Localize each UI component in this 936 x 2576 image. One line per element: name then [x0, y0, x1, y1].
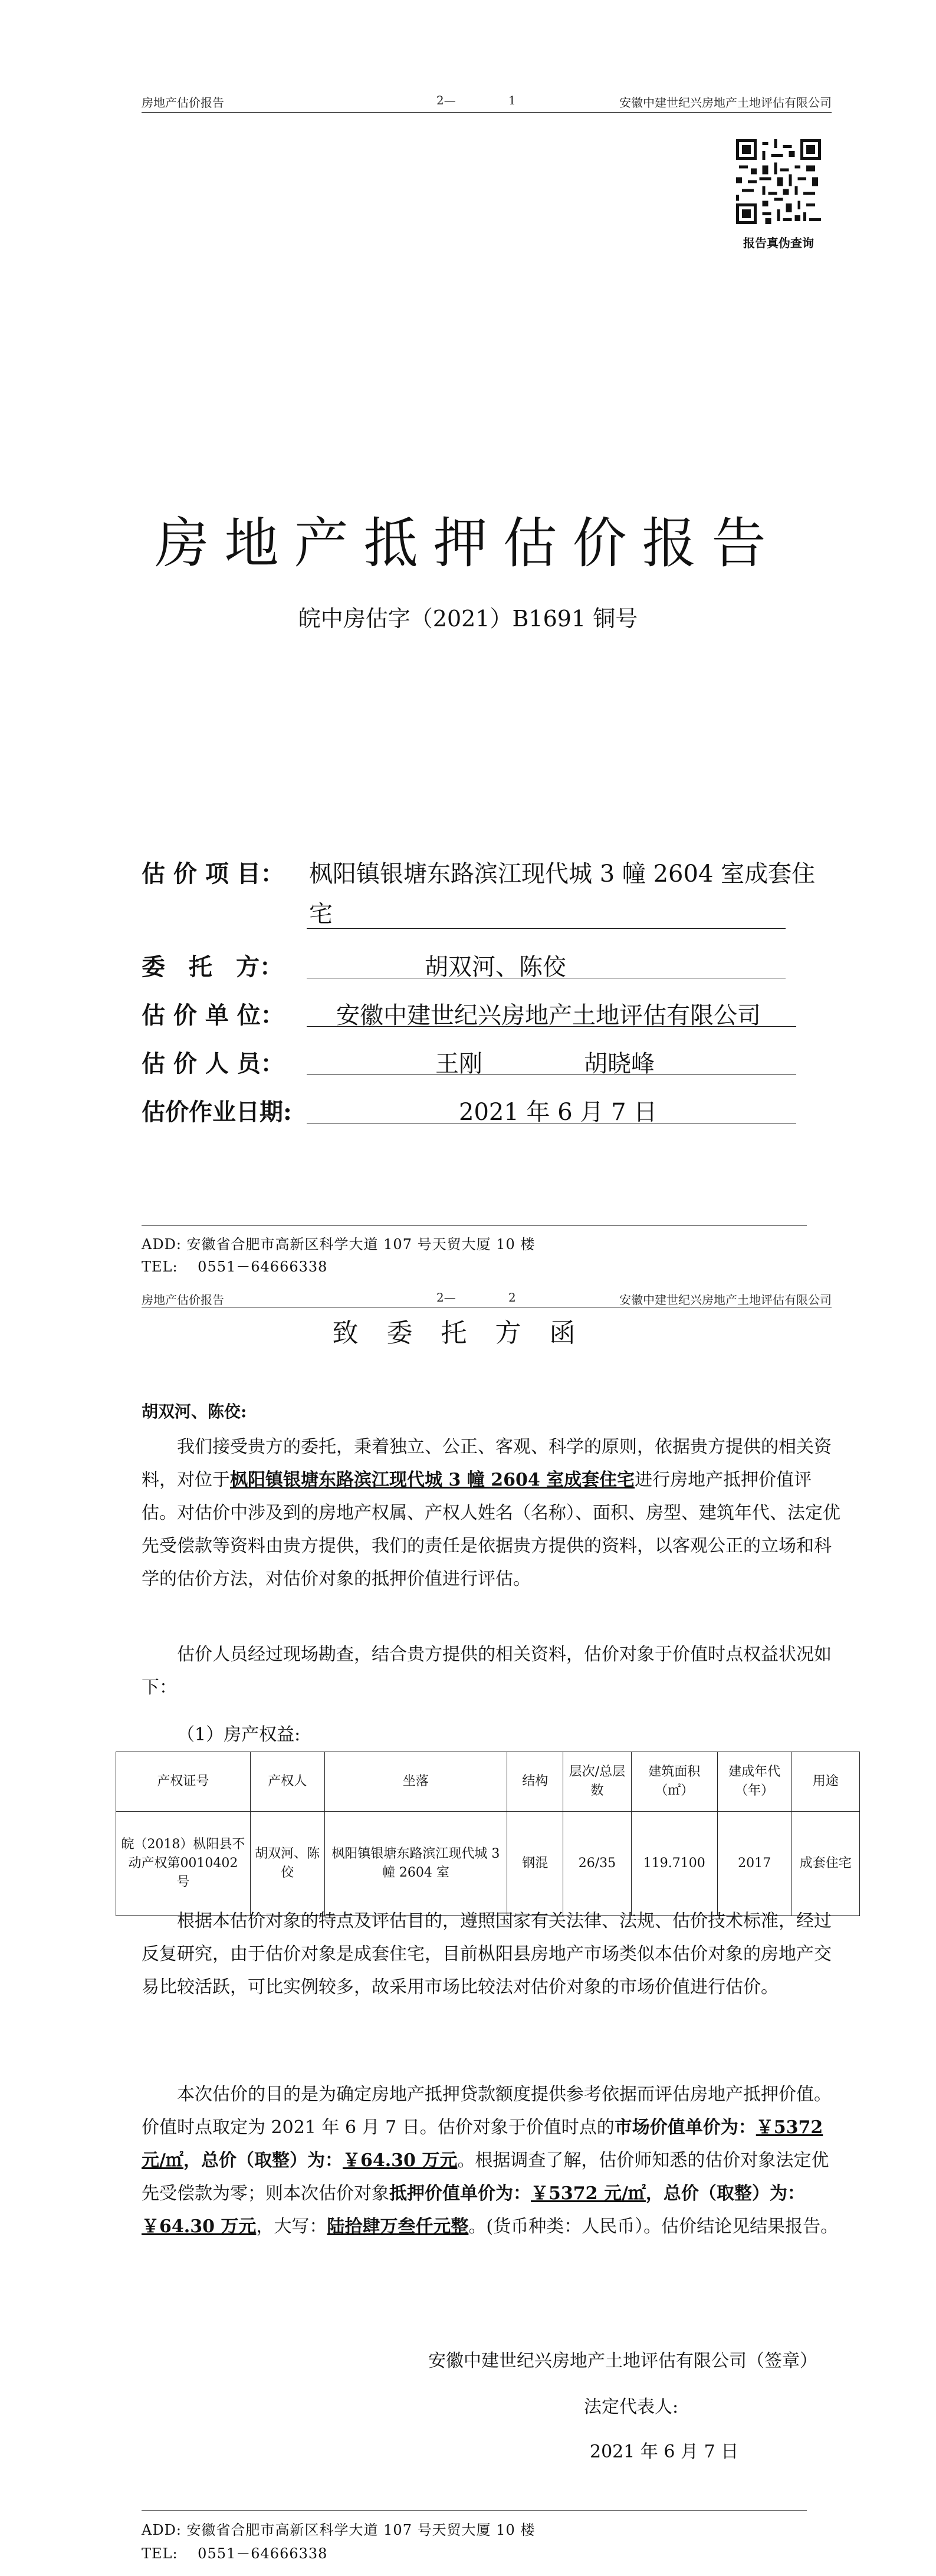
field-label-date: 估价作业日期: [142, 1098, 292, 1126]
footer-rule [142, 2510, 807, 2511]
field-label-client: 委 托 方： [142, 953, 283, 981]
p4-bold-3: 抵押价值单价为： [389, 2183, 531, 2204]
p1-text-a: 我们接受贵方的委托，秉着独立、公正、客观、科学的原则，依据贵方提供的相关资料，对位于 [142, 1437, 832, 1490]
paragraph-3: 根据本估价对象的特点及评估目的，遵照国家有关法律、法规、估价技术标准，经过反复研究，由于估价对象是成套住宅，目前枞阳县房地产市场类似本估价对象的房地产交易比较活跃，可比实例较多，故采用市场比较法对估价对象的市场价值进行估价。 [142, 1911, 832, 1997]
table-header-row [116, 1752, 860, 1812]
paragraph-2: 估价人员经过现场勘查，结合贵方提供的相关资料，估价对象于价值时点权益状况如下： [142, 1644, 832, 1698]
footer-address: ADD: 安徽省合肥市高新区科学大道 107 号天贸大厦 10 楼 [142, 2522, 536, 2538]
field-value-appraiser-1: 王刚 [435, 1050, 482, 1077]
table-cell: 2017 [717, 1812, 792, 1916]
table-cell: 皖（2018）枞阳县不动产权第0010402 号 [116, 1812, 251, 1916]
table-cell: 枫阳镇银塘东路滨江现代城 3 幢 2604 室 [324, 1812, 507, 1916]
table-cell: 119.7100 [631, 1812, 717, 1916]
header-rule [142, 112, 832, 113]
field-value-project-cont: 宅 [309, 901, 333, 928]
header-page-prefix: 2— [436, 93, 456, 107]
footer-tel: TEL: 0551－64666338 [142, 1259, 328, 1275]
sub-heading: （1）房产权益: [177, 1724, 301, 1745]
footer-tel: TEL: 0551－64666338 [142, 2545, 328, 2562]
header-right: 安徽中建世纪兴房地产土地评估有限公司 [619, 1293, 832, 1307]
col-header: 建成年代（年） [717, 1752, 792, 1812]
field-label-project: 估 价 项 目： [142, 860, 284, 888]
p1-address: 枫阳镇银塘东路滨江现代城 3 幢 2604 室成套住宅 [230, 1470, 635, 1490]
header-left: 房地产估价报告 [142, 1293, 224, 1307]
field-value-project: 枫阳镇银塘东路滨江现代城 3 幢 2604 室成套住 [309, 860, 816, 888]
p4-bold-4: ，总价（取整）为： [645, 2183, 805, 2204]
table-cell: 成套住宅 [792, 1812, 860, 1916]
signature-company: 安徽中建世纪兴房地产土地评估有限公司（签章） [428, 2351, 817, 2371]
signature-rep: 法定代表人: [584, 2397, 679, 2417]
field-label-appraiser-unit: 估 价 单 位： [142, 1001, 284, 1029]
p4-text-4: 。(货币种类：人民币）。估价结论见结果报告。 [468, 2216, 839, 2237]
col-header: 建筑面积（㎡） [631, 1752, 717, 1812]
market-unit-price: ￥5372 元/㎡ [142, 2117, 823, 2171]
field-value-appraiser-2: 胡晓峰 [584, 1050, 655, 1077]
header-page-number: 1 [508, 93, 516, 107]
underline [307, 1026, 796, 1027]
footer-address: ADD: 安徽省合肥市高新区科学大道 107 号天贸大厦 10 楼 [142, 1236, 536, 1253]
paragraph-1 [142, 1431, 843, 1596]
salutation: 胡双河、陈佼: [142, 1402, 247, 1421]
p4-bold-2: ，总价（取整）为： [183, 2150, 343, 2171]
table-row [116, 1812, 860, 1916]
header-left: 房地产估价报告 [142, 96, 224, 110]
qr-label: 报告真伪查询 [743, 236, 814, 250]
mortgage-unit-price: ￥5372 元/㎡ [531, 2183, 646, 2204]
p4-text-1: 本次估价的目的是为确定房地产抵押贷款额度提供参考依据而评估房地产抵押价值。价值时点取定为 2021 年 6 月 7 日。估价对象于价值时点的 [142, 2084, 832, 2138]
signature-date: 2021 年 6 月 7 日 [590, 2442, 739, 2462]
field-value-date: 2021 年 6 月 7 日 [459, 1099, 658, 1126]
report-number: 皖中房估字（2021）B1691 铜号 [298, 606, 638, 632]
col-header: 用途 [792, 1752, 860, 1812]
p4-text-2: 。根据调查了解，估价师知悉的估价对象法定优先受偿款为零；则本次估价对象 [142, 2150, 829, 2204]
market-total-price: ￥64.30 万元 [342, 2150, 458, 2171]
header-page-number: 2 [508, 1290, 516, 1305]
header-page-prefix: 2— [436, 1290, 456, 1305]
field-value-client: 胡双河、陈佼 [425, 954, 566, 981]
col-header: 产权人 [250, 1752, 324, 1812]
letter-page [0, 1286, 936, 2576]
letter-title: 致委托方函 [332, 1318, 604, 1348]
table-cell: 钢混 [507, 1812, 563, 1916]
cover-page [0, 0, 936, 1286]
col-header: 层次/总层数 [563, 1752, 631, 1812]
mortgage-total-price: ￥64.30 万元 [142, 2216, 257, 2237]
paragraph-4 [142, 2078, 843, 2243]
underline [307, 928, 786, 929]
footer-rule [142, 1225, 807, 1226]
property-rights-table [116, 1752, 860, 1916]
table-cell: 26/35 [563, 1812, 631, 1916]
field-label-appraisers: 估 价 人 员： [142, 1050, 284, 1077]
p4-bold-1: 市场价值单价为： [614, 2117, 756, 2138]
col-header: 结构 [507, 1752, 563, 1812]
report-title: 房地产抵押估价报告 [155, 512, 781, 575]
qr-code-icon[interactable] [736, 139, 821, 224]
table-cell: 胡双河、陈佼 [250, 1812, 324, 1916]
field-value-appraiser-unit: 安徽中建世纪兴房地产土地评估有限公司 [336, 1002, 761, 1029]
header-right: 安徽中建世纪兴房地产土地评估有限公司 [619, 96, 832, 110]
col-header: 产权证号 [116, 1752, 251, 1812]
col-header: 坐落 [324, 1752, 507, 1812]
p1-text-c: 进行房地产抵押价值评估。对估价中涉及到的房地产权属、产权人姓名（名称）、面积、房型、建筑年代、法定优先受偿款等资料由贵方提供，我们的责任是依据贵方提供的资料，以客观公正的立场和科学的估价方法，对估价对象的抵押价值进行评估。 [142, 1470, 840, 1589]
amount-in-words: 陆拾肆万叁仟元整 [327, 2216, 469, 2237]
p4-text-3: ，大写： [256, 2216, 327, 2237]
